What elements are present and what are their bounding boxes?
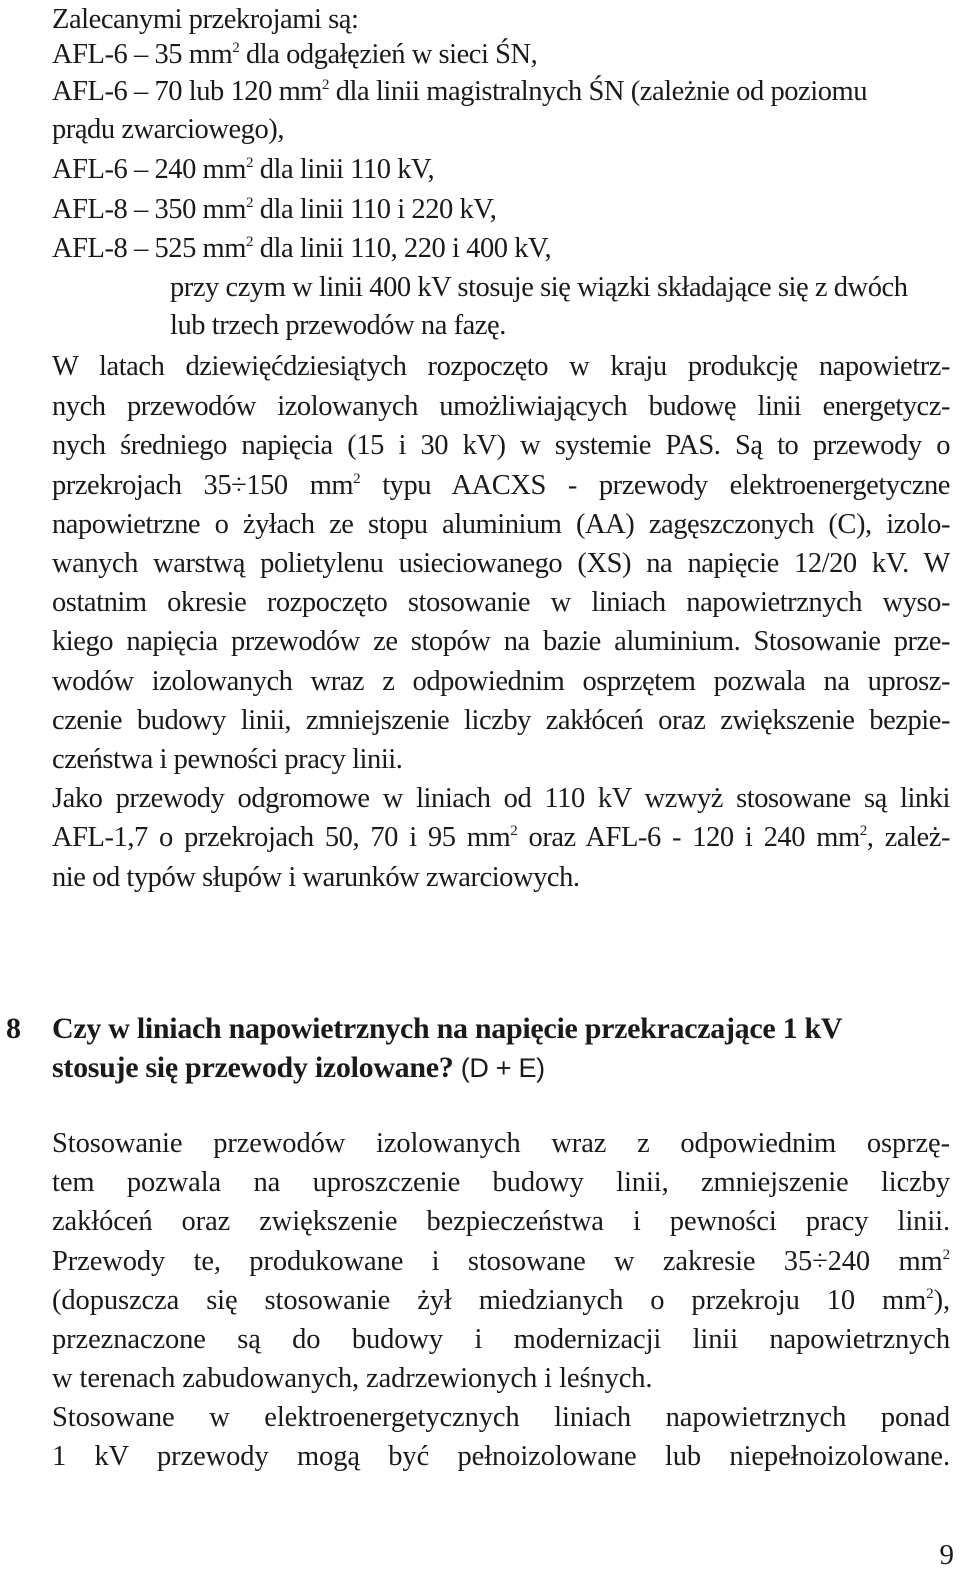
answer-line: tem pozwala na uproszczenie budowy linii, zmniejszenie liczby — [52, 1167, 950, 1198]
paragraph-line: czenie budowy linii, zmniejszenie liczby zakłóceń oraz zwiększenie bezpie- — [52, 705, 950, 736]
recommendation-line: AFL-6 – 70 lub 120 $mm^2$ dla linii magistralnych ŚN (zależnie od poziomu — [52, 76, 868, 107]
page-number: 9 — [939, 1539, 954, 1571]
paragraph-line: nych średniego napięcia (15 i 30 kV) w systemie PAS. Są to przewody o — [52, 430, 950, 461]
paragraph-line: przekrojach 35÷150 $mm^2$ typu AACXS - przewody elektroenergetyczne — [52, 470, 950, 501]
recommendation-line: prądu zwarciowego), — [52, 114, 285, 145]
paragraph-line: ostatnim okresie rozpoczęto stosowanie w liniach napowietrznych wyso- — [52, 587, 950, 618]
recommendation-line: AFL-8 – 350 $mm^2$ dla linii 110 i 220 kV, — [52, 194, 497, 225]
paragraph-line: napowietrzne o żyłach ze stopu aluminium (AA) zagęszczonych (C), izolo- — [52, 509, 950, 540]
intro-text: Zalecanymi przekrojami są: — [52, 4, 359, 35]
question-number: 8 — [6, 1012, 21, 1045]
paragraph-line: kiego napięcia przewodów ze stopów na bazie aluminium. Stosowanie prze- — [52, 626, 950, 657]
paragraph-line: wanych warstwą polietylenu usieciowanego (XS) na napięcie 12/20 kV. W — [52, 548, 950, 579]
answer-line: przeznaczone są do budowy i modernizacji linii napowietrznych — [52, 1324, 950, 1355]
indented-note-line: lub trzech przewodów na fazę. — [170, 310, 506, 341]
answer-line: Stosowanie przewodów izolowanych wraz z odpowiednim osprzę- — [52, 1128, 950, 1159]
question-heading: Czy w liniach napowietrznych na napięcie przekraczające 1 kV — [52, 1012, 843, 1045]
indented-note-line: przy czym w linii 400 kV stosuje się wiązki składające się z dwóch — [170, 272, 908, 303]
paragraph-line: wodów izolowanych wraz z odpowiednim osprzętem pozwala na uprosz- — [52, 666, 950, 697]
recommendation-line: AFL-6 – 240 $mm^2$ dla linii 110 kV, — [52, 154, 435, 185]
question-heading: stosuje się przewody izolowane? (D + E) — [52, 1051, 545, 1084]
paragraph-line: nych przewodów izolowanych umożliwiających budowę linii energetycz- — [52, 391, 950, 422]
recommendation-line: AFL-6 – 35 $mm^2$ dla odgałęzień w sieci ŚN, — [52, 39, 538, 70]
paragraph-line: W latach dziewięćdziesiątych rozpoczęto w kraju produkcję napowietrz- — [52, 351, 950, 382]
answer-line: w terenach zabudowanych, zadrzewionych i leśnych. — [52, 1363, 653, 1394]
answer-line: 1 kV przewody mogą być pełnoizolowane lub niepełnoizolowane. — [52, 1441, 950, 1472]
paragraph-line: Jako przewody odgromowe w liniach od 110 kV wzwyż stosowane są linki — [52, 783, 950, 814]
answer-line: (dopuszcza się stosowanie żył miedzianych o przekroju 10 $mm^2$), — [52, 1285, 950, 1316]
answer-line: zakłóceń oraz zwiększenie bezpieczeństwa i pewności pracy linii. — [52, 1206, 950, 1237]
recommendation-line: AFL-8 – 525 $mm^2$ dla linii 110, 220 i 400 kV, — [52, 233, 552, 264]
paragraph-line: AFL-1,7 o przekrojach 50, 70 i 95 $mm^2$ oraz AFL-6 - 120 i 240 $mm^2$, zależ- — [52, 822, 950, 853]
answer-line: Stosowane w elektroenergetycznych liniach napowietrznych ponad — [52, 1402, 950, 1433]
question-category: (D + E) — [453, 1053, 545, 1083]
paragraph-line: nie od typów słupów i warunków zwarciowych. — [52, 862, 580, 893]
answer-line: Przewody te, produkowane i stosowane w zakresie 35÷240 $mm^2$ — [52, 1246, 950, 1277]
paragraph-line: czeństwa i pewności pracy linii. — [52, 744, 403, 775]
